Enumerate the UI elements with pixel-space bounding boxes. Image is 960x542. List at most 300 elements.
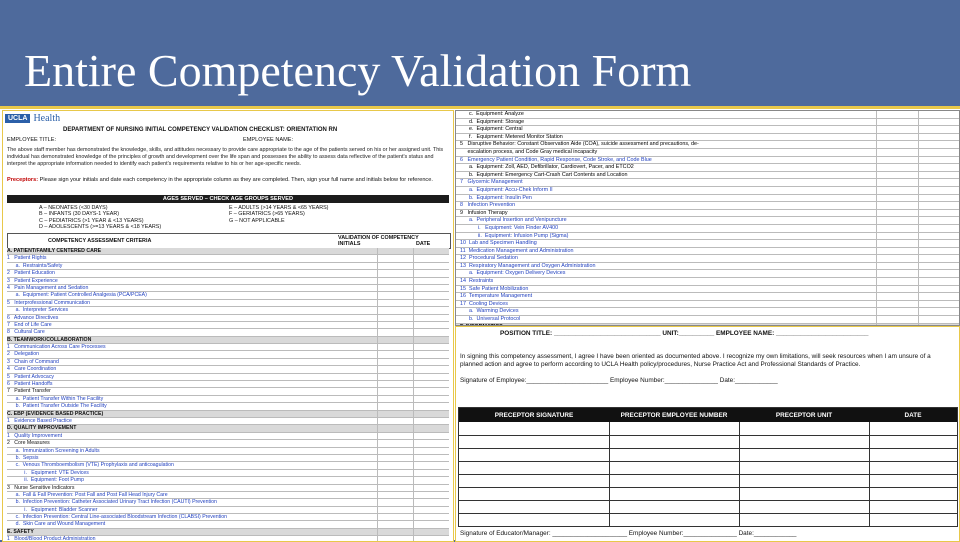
competency-label: 6 Advance Directives bbox=[7, 314, 59, 321]
competency-row[interactable] bbox=[7, 455, 449, 462]
initials-cell[interactable] bbox=[876, 210, 877, 217]
date-cell[interactable] bbox=[918, 263, 919, 270]
competency-label: ii. Equipment: Infusion Pump (Sigma) bbox=[460, 232, 569, 239]
initials-cell[interactable] bbox=[876, 179, 877, 186]
date-cell[interactable] bbox=[918, 157, 919, 164]
competency-label: 5 Patient Advocacy bbox=[7, 373, 55, 380]
competency-label: i. Equipment: Vein Finder AV400 bbox=[460, 224, 559, 231]
initials-cell[interactable] bbox=[876, 293, 877, 300]
date-cell[interactable] bbox=[413, 492, 414, 498]
date-header: DATE bbox=[904, 411, 922, 419]
employee-title-label: EMPLOYEE TITLE: bbox=[7, 137, 57, 143]
date-cell[interactable] bbox=[413, 433, 414, 439]
competency-row[interactable] bbox=[7, 448, 449, 455]
age-group-option[interactable]: F – GERIATRICS (>65 YEARS) bbox=[229, 211, 305, 218]
competency-label: 1 Quality Improvement bbox=[7, 432, 63, 439]
initials-cell[interactable] bbox=[377, 455, 378, 461]
date-cell[interactable] bbox=[413, 270, 414, 276]
competency-label: b. Sepsis bbox=[7, 454, 39, 461]
competency-row[interactable] bbox=[7, 278, 449, 285]
competency-label: a. Equipment: Zoll, AED, Defibrillator, Cardiovert, Pacer, and ETCO2 bbox=[460, 164, 634, 171]
competency-label: 8 Infection Prevention bbox=[460, 202, 516, 209]
competency-label: ii. Equipment: Foot Pump bbox=[7, 477, 84, 484]
date-cell[interactable] bbox=[918, 195, 919, 202]
competency-list-continued bbox=[456, 111, 959, 326]
date-cell[interactable] bbox=[413, 521, 414, 527]
date-cell[interactable] bbox=[413, 278, 414, 284]
date-cell[interactable] bbox=[918, 255, 919, 262]
competency-label: d. Equipment: Storage bbox=[460, 118, 525, 125]
logo-badge: UCLA bbox=[5, 114, 30, 123]
competency-row[interactable] bbox=[456, 195, 959, 203]
initials-cell[interactable] bbox=[377, 492, 378, 498]
competency-row[interactable] bbox=[456, 217, 959, 225]
initials-cell[interactable] bbox=[377, 425, 378, 431]
competency-label: 2 Delegation bbox=[7, 351, 40, 358]
date-cell[interactable] bbox=[413, 514, 414, 520]
initials-cell[interactable] bbox=[377, 278, 378, 284]
initials-cell[interactable] bbox=[876, 217, 877, 224]
competency-row[interactable] bbox=[7, 418, 449, 425]
competency-label: a. Immunization Screening in Adults bbox=[7, 447, 100, 454]
competency-row[interactable] bbox=[7, 470, 449, 477]
date-cell[interactable] bbox=[413, 374, 414, 380]
age-groups bbox=[39, 205, 419, 231]
competency-label: 5 Interprofessional Communication bbox=[7, 299, 91, 306]
competency-label: 1 Blood/Blood Product Administration bbox=[7, 536, 96, 542]
competency-row[interactable] bbox=[7, 366, 449, 373]
competency-label: a. Restraints/Safety bbox=[7, 262, 63, 269]
initials-cell[interactable] bbox=[876, 134, 877, 141]
preceptor-instructions bbox=[7, 177, 447, 184]
competency-row[interactable] bbox=[456, 263, 959, 271]
initials-cell[interactable] bbox=[377, 448, 378, 454]
initials-cell[interactable] bbox=[377, 322, 378, 328]
date-cell[interactable] bbox=[413, 255, 414, 261]
competency-row[interactable] bbox=[7, 477, 449, 484]
competency-row[interactable] bbox=[7, 403, 449, 410]
competency-label: a. Fall & Fall Prevention: Post Fall and Post Fall Head Injury Care bbox=[7, 491, 168, 498]
preceptor-employee-number-header: PRECEPTOR EMPLOYEE NUMBER bbox=[620, 411, 728, 419]
competency-row[interactable] bbox=[7, 462, 449, 469]
competency-row[interactable] bbox=[7, 344, 449, 351]
age-group-option[interactable]: E – ADULTS (>14 YEARS & <65 YEARS) bbox=[229, 205, 329, 211]
competency-row[interactable] bbox=[7, 292, 449, 299]
date-cell[interactable] bbox=[413, 351, 414, 357]
initials-cell[interactable] bbox=[876, 126, 877, 133]
age-group-option[interactable]: A – NEONATES (<30 DAYS) bbox=[39, 205, 108, 211]
initials-cell[interactable] bbox=[377, 307, 378, 313]
initials-cell[interactable] bbox=[876, 119, 877, 126]
date-cell[interactable] bbox=[413, 485, 414, 491]
preceptor-signature-header: PRECEPTOR SIGNATURE bbox=[494, 411, 574, 419]
initials-cell[interactable] bbox=[377, 470, 378, 476]
competency-label: 1 Evidence Based Practice bbox=[7, 417, 72, 424]
initials-cell[interactable] bbox=[377, 359, 378, 365]
date-cell[interactable] bbox=[918, 225, 919, 232]
competency-label: 7 Glycemic Management bbox=[460, 179, 523, 186]
competency-label: 11 Medication Management and Administration bbox=[460, 247, 574, 254]
date-cell[interactable] bbox=[918, 233, 919, 240]
age-group-option[interactable]: D – ADOLESCENTS (>=13 YEARS & <18 YEARS) bbox=[39, 224, 162, 231]
competency-label: 13 Respiratory Management and Oxygen Administration bbox=[460, 262, 596, 269]
date-cell[interactable] bbox=[413, 448, 414, 454]
date-cell[interactable] bbox=[413, 285, 414, 291]
initials-cell[interactable] bbox=[377, 315, 378, 321]
date-cell[interactable] bbox=[413, 292, 414, 298]
competency-label: 14 Restraints bbox=[460, 278, 494, 285]
date-cell[interactable] bbox=[413, 300, 414, 306]
competency-label: 2 Patient Education bbox=[7, 270, 55, 277]
competency-row[interactable] bbox=[7, 270, 449, 277]
initials-cell[interactable] bbox=[377, 433, 378, 439]
initials-cell[interactable] bbox=[377, 263, 378, 269]
initials-cell[interactable] bbox=[876, 111, 877, 118]
competency-row bbox=[456, 134, 959, 142]
competency-row bbox=[7, 485, 449, 492]
competency-row[interactable] bbox=[7, 521, 449, 528]
competency-label: f. Equipment: Metered Monitor Station bbox=[460, 133, 563, 140]
competency-row[interactable] bbox=[456, 187, 959, 195]
competency-label: A. PATIENT/FAMILY CENTERED CARE bbox=[7, 248, 102, 254]
initials-cell[interactable] bbox=[876, 233, 877, 240]
competency-label: c. Equipment: Analyze bbox=[460, 111, 524, 117]
initials-cell[interactable] bbox=[876, 278, 877, 285]
competency-row[interactable] bbox=[7, 396, 449, 403]
section-row bbox=[7, 337, 449, 344]
competency-label: 7 End of Life Care bbox=[7, 321, 52, 328]
initials-cell[interactable] bbox=[876, 248, 877, 255]
competency-label: 9 Infusion Therapy bbox=[460, 209, 508, 216]
initials-cell[interactable] bbox=[377, 514, 378, 520]
initials-cell[interactable] bbox=[377, 381, 378, 387]
initials-cell[interactable] bbox=[377, 344, 378, 350]
competency-row[interactable] bbox=[456, 293, 959, 301]
initials-cell[interactable] bbox=[876, 149, 877, 156]
employee-signature-line: Signature of Employee:_______________________ Employee Number:_______________ Date:____________ bbox=[460, 377, 778, 384]
date-cell[interactable] bbox=[413, 388, 414, 394]
competency-label: i. Equipment: VTE Devices bbox=[7, 469, 89, 476]
competency-label: b. Infection Prevention: Catheter Associated Urinary Tract Infection (CAUTI) Prevention bbox=[7, 499, 217, 506]
competency-label: b. Patient Transfer Outside The Facility bbox=[7, 403, 107, 410]
competency-row bbox=[7, 388, 449, 395]
date-cell[interactable] bbox=[413, 396, 414, 402]
initials-cell[interactable] bbox=[377, 337, 378, 343]
date-cell[interactable] bbox=[413, 499, 414, 505]
competency-row[interactable] bbox=[456, 308, 959, 316]
competency-row[interactable] bbox=[7, 255, 449, 262]
competency-label: c. Venous Thromboembolism (VTE) Prophylaxis and anticoagulation bbox=[7, 462, 174, 469]
date-cell[interactable] bbox=[413, 507, 414, 513]
competency-label: b. Equipment: Insulin Pen bbox=[460, 194, 532, 201]
date-cell[interactable] bbox=[413, 315, 414, 321]
competency-label: 5 Disruptive Behavior: Constant Observation Aide (COA), suicide assessment and precautions, de- bbox=[460, 141, 699, 148]
date-header: DATE bbox=[416, 241, 431, 247]
competency-label: 6 Patient Handoffs bbox=[7, 381, 53, 388]
competency-row[interactable] bbox=[7, 359, 449, 366]
intro-paragraph: The above staff member has demonstrated the knowledge, skills, and attitudes necessary to provide care appropriate to the age of the patients served on his or her assigned unit. This individual has demonstrated knowledge of the principles of growth and development over the life span and possesses the ability to assess data reflective of the patient's status and interpret the appropriate information needed to identify each patient's requirements relative to his or her age-specific needs. bbox=[7, 147, 444, 167]
competency-row[interactable] bbox=[7, 433, 449, 440]
initials-cell[interactable] bbox=[876, 172, 877, 179]
educator-signature-line: Signature of Educator/Manager: _____________________ Employee Number:_______________ Date:____________ bbox=[460, 530, 797, 537]
date-cell[interactable] bbox=[918, 149, 919, 156]
initials-cell[interactable] bbox=[377, 507, 378, 513]
competency-row[interactable] bbox=[456, 255, 959, 263]
competency-label: 3 Patient Experience bbox=[7, 277, 58, 284]
initials-cell[interactable] bbox=[876, 202, 877, 209]
initials-cell[interactable] bbox=[876, 255, 877, 262]
date-cell[interactable] bbox=[413, 470, 414, 476]
date-cell[interactable] bbox=[413, 359, 414, 365]
initials-cell[interactable] bbox=[377, 248, 378, 254]
competency-row[interactable] bbox=[7, 329, 449, 336]
checklist-page-2 bbox=[455, 110, 960, 326]
date-cell[interactable] bbox=[918, 270, 919, 277]
date-cell[interactable] bbox=[413, 440, 414, 446]
initials-cell[interactable] bbox=[876, 308, 877, 315]
date-cell[interactable] bbox=[918, 179, 919, 186]
criteria-header: COMPETENCY ASSESSMENT CRITERIA bbox=[48, 238, 152, 244]
ucla-health-logo bbox=[5, 113, 60, 124]
date-cell[interactable] bbox=[918, 119, 919, 126]
competency-label: escalation process, and Code Gray medical incapacity bbox=[460, 148, 598, 155]
date-cell[interactable] bbox=[413, 307, 414, 313]
competency-row[interactable] bbox=[7, 300, 449, 307]
competency-label: 3 Nurse Sensitive Indicators bbox=[7, 484, 75, 491]
initials-cell[interactable] bbox=[377, 485, 378, 491]
date-cell[interactable] bbox=[413, 403, 414, 409]
initials-cell[interactable] bbox=[377, 285, 378, 291]
initials-cell[interactable] bbox=[377, 403, 378, 409]
preceptor-table-header bbox=[459, 408, 957, 422]
date-cell[interactable] bbox=[918, 217, 919, 224]
initials-cell[interactable] bbox=[876, 195, 877, 202]
competency-row[interactable] bbox=[7, 374, 449, 381]
date-cell[interactable] bbox=[413, 536, 414, 542]
age-group-option[interactable]: B – INFANTS (30 DAYS-1 YEAR) bbox=[39, 211, 120, 218]
initials-cell[interactable] bbox=[377, 499, 378, 505]
competency-label: 16 Temperature Management bbox=[460, 293, 533, 300]
initials-cell[interactable] bbox=[377, 529, 378, 535]
competency-row bbox=[456, 126, 959, 134]
initials-cell[interactable] bbox=[377, 351, 378, 357]
initials-cell[interactable] bbox=[377, 374, 378, 380]
date-cell[interactable] bbox=[413, 337, 414, 343]
date-cell[interactable] bbox=[918, 210, 919, 217]
date-cell[interactable] bbox=[413, 248, 414, 254]
date-cell[interactable] bbox=[918, 172, 919, 179]
date-cell[interactable] bbox=[413, 529, 414, 535]
initials-cell[interactable] bbox=[876, 286, 877, 293]
date-cell[interactable] bbox=[918, 111, 919, 118]
competency-list bbox=[7, 248, 449, 542]
date-cell[interactable] bbox=[918, 278, 919, 285]
competency-row[interactable] bbox=[7, 351, 449, 358]
date-cell[interactable] bbox=[918, 301, 919, 308]
competency-label: a. Interpreter Services bbox=[7, 307, 69, 314]
competency-row[interactable] bbox=[7, 285, 449, 292]
date-cell[interactable] bbox=[413, 263, 414, 269]
competency-row[interactable] bbox=[456, 248, 959, 256]
initials-cell[interactable] bbox=[377, 329, 378, 335]
initials-cell[interactable] bbox=[377, 411, 378, 417]
initials-cell[interactable] bbox=[377, 396, 378, 402]
validation-header: VALIDATION OF COMPETENCY bbox=[338, 235, 419, 241]
preceptor-unit-header: PRECEPTOR UNIT bbox=[775, 411, 833, 419]
competency-row bbox=[456, 119, 959, 127]
competency-row[interactable] bbox=[456, 316, 959, 324]
date-cell[interactable] bbox=[918, 248, 919, 255]
section-row bbox=[7, 425, 449, 432]
competency-row[interactable] bbox=[456, 270, 959, 278]
competency-row[interactable] bbox=[7, 507, 449, 514]
competency-row[interactable] bbox=[456, 240, 959, 248]
competency-label: d. Skin Care and Wound Management bbox=[7, 521, 106, 528]
competency-row[interactable] bbox=[7, 492, 449, 499]
competency-row[interactable] bbox=[456, 278, 959, 286]
date-cell[interactable] bbox=[413, 477, 414, 483]
date-cell[interactable] bbox=[918, 316, 919, 323]
competency-label: 4 Care Coordination bbox=[7, 366, 57, 373]
competency-label: C. EBP (EVIDENCE BASED PRACTICE) bbox=[7, 410, 104, 417]
date-cell[interactable] bbox=[918, 126, 919, 133]
competency-row[interactable] bbox=[456, 286, 959, 294]
date-cell[interactable] bbox=[413, 329, 414, 335]
date-cell[interactable] bbox=[413, 366, 414, 372]
competency-label: E. SAFETY bbox=[7, 528, 34, 535]
date-cell[interactable] bbox=[918, 202, 919, 209]
logo-word: Health bbox=[33, 113, 61, 124]
date-cell[interactable] bbox=[413, 381, 414, 387]
competency-row[interactable] bbox=[7, 381, 449, 388]
initials-cell[interactable] bbox=[377, 462, 378, 468]
competency-label: a. Patient Transfer Within The Facility bbox=[7, 395, 104, 402]
initials-cell[interactable] bbox=[377, 536, 378, 542]
date-cell[interactable] bbox=[413, 462, 414, 468]
competency-row[interactable] bbox=[7, 514, 449, 521]
date-cell[interactable] bbox=[413, 425, 414, 431]
initials-cell[interactable] bbox=[876, 157, 877, 164]
date-cell[interactable] bbox=[413, 411, 414, 417]
competency-row[interactable] bbox=[456, 301, 959, 309]
date-cell[interactable] bbox=[918, 286, 919, 293]
competency-row[interactable] bbox=[7, 499, 449, 506]
age-group-option[interactable]: C – PEDIATRICS (>1 YEAR & <13 YEARS) bbox=[39, 217, 144, 224]
preceptor-table bbox=[458, 407, 958, 527]
date-cell[interactable] bbox=[413, 418, 414, 424]
date-cell[interactable] bbox=[413, 322, 414, 328]
competency-row bbox=[456, 111, 959, 119]
age-group-option[interactable]: G – NOT APPLICABLE bbox=[229, 217, 285, 224]
competency-row bbox=[456, 141, 959, 149]
initials-cell[interactable] bbox=[377, 292, 378, 298]
initials-cell[interactable] bbox=[377, 300, 378, 306]
competency-label: e. Equipment: Central bbox=[460, 126, 523, 133]
date-cell[interactable] bbox=[918, 240, 919, 247]
date-cell[interactable] bbox=[918, 164, 919, 171]
initials-cell[interactable] bbox=[377, 366, 378, 372]
competency-label: 12 Procedural Sedation bbox=[460, 255, 518, 262]
initials-cell[interactable] bbox=[876, 164, 877, 171]
competency-label: D. QUALITY IMPROVEMENT bbox=[7, 425, 77, 432]
checklist-page-1 bbox=[2, 110, 454, 542]
initials-cell[interactable] bbox=[377, 388, 378, 394]
competency-label: b. Equipment: Emergency Cart-Crash Cart Contents and Location bbox=[460, 171, 628, 178]
criteria-table-header bbox=[7, 233, 451, 249]
initials-cell[interactable] bbox=[876, 270, 877, 277]
competency-row bbox=[456, 172, 959, 180]
initials-cell[interactable] bbox=[876, 225, 877, 232]
competency-label: 10 Lab and Specimen Handling bbox=[460, 240, 537, 247]
initials-cell[interactable] bbox=[377, 521, 378, 527]
initials-header: INITIALS bbox=[338, 241, 361, 247]
competency-label: 17 Cooling Devices bbox=[460, 300, 508, 307]
age-group-option[interactable] bbox=[229, 224, 419, 230]
competency-row[interactable] bbox=[456, 202, 959, 210]
date-cell[interactable] bbox=[413, 344, 414, 350]
initials-cell[interactable] bbox=[876, 301, 877, 308]
competency-label: b. Universal Protocol bbox=[460, 316, 521, 323]
competency-row[interactable] bbox=[7, 322, 449, 329]
initials-cell[interactable] bbox=[377, 255, 378, 261]
competency-row[interactable] bbox=[7, 315, 449, 322]
date-cell[interactable] bbox=[918, 308, 919, 315]
competency-row[interactable] bbox=[7, 536, 449, 542]
competency-row[interactable] bbox=[7, 263, 449, 270]
competency-row[interactable] bbox=[456, 233, 959, 241]
preceptor-table-grid bbox=[459, 422, 957, 526]
competency-row[interactable] bbox=[456, 157, 959, 165]
date-cell[interactable] bbox=[918, 187, 919, 194]
initials-cell[interactable] bbox=[876, 187, 877, 194]
date-cell[interactable] bbox=[918, 141, 919, 148]
competency-label: a. Equipment: Patient Controlled Analgesia (PCA/PCEA) bbox=[7, 292, 147, 299]
document-border bbox=[0, 106, 960, 109]
initials-cell[interactable] bbox=[377, 477, 378, 483]
competency-label: 15 Safe Patient Mobilization bbox=[460, 285, 529, 292]
section-row bbox=[7, 411, 449, 418]
initials-cell[interactable] bbox=[377, 440, 378, 446]
competency-row bbox=[456, 210, 959, 218]
competency-label: 7 Patient Transfer bbox=[7, 388, 51, 395]
initials-cell[interactable] bbox=[876, 240, 877, 247]
competency-row[interactable] bbox=[456, 225, 959, 233]
initials-cell[interactable] bbox=[377, 270, 378, 276]
date-cell[interactable] bbox=[918, 293, 919, 300]
attestation-paragraph: In signing this competency assessment, I agree I have been oriented as documented above. I recognize my own limitations, will seek resources when I am unsure of a planned action and agree to perform according to UCLA Health policy/procedures, Nurse Practice Act and Professional Standards of Practice. bbox=[460, 353, 931, 368]
preceptor-label: Preceptors: bbox=[7, 177, 39, 183]
position-title-line: POSITION TITLE: ______________________________ UNIT:__________ EMPLOYEE NAME: __________________________ bbox=[500, 330, 869, 337]
competency-label: c. Infection Prevention: Central Line-associated Bloodstream Infection (CLABSI) Prevention bbox=[7, 514, 228, 521]
initials-cell[interactable] bbox=[876, 263, 877, 270]
initials-cell[interactable] bbox=[377, 418, 378, 424]
ages-served-bar: AGES SERVED – CHECK AGE GROUPS SERVED bbox=[7, 195, 449, 203]
competency-row[interactable] bbox=[7, 307, 449, 314]
competency-label: a. Warming Devices bbox=[460, 308, 519, 315]
competency-row[interactable] bbox=[456, 179, 959, 187]
competency-label: 8 Cultural Care bbox=[7, 329, 45, 336]
competency-row bbox=[7, 440, 449, 447]
checklist-heading: DEPARTMENT OF NURSING INITIAL COMPETENCY VALIDATION CHECKLIST: ORIENTATION RN bbox=[63, 127, 338, 133]
initials-cell[interactable] bbox=[876, 141, 877, 148]
competency-row bbox=[456, 164, 959, 172]
initials-cell[interactable] bbox=[876, 316, 877, 323]
date-cell[interactable] bbox=[918, 134, 919, 141]
employee-name-label: EMPLOYEE NAME: bbox=[243, 137, 294, 143]
competency-label: 6 Emergency Patient Condition, Rapid Response, Code Stroke, and Code Blue bbox=[460, 156, 652, 163]
date-cell[interactable] bbox=[413, 455, 414, 461]
competency-label: B. TEAMWORK/COLLABORATION bbox=[7, 336, 92, 343]
